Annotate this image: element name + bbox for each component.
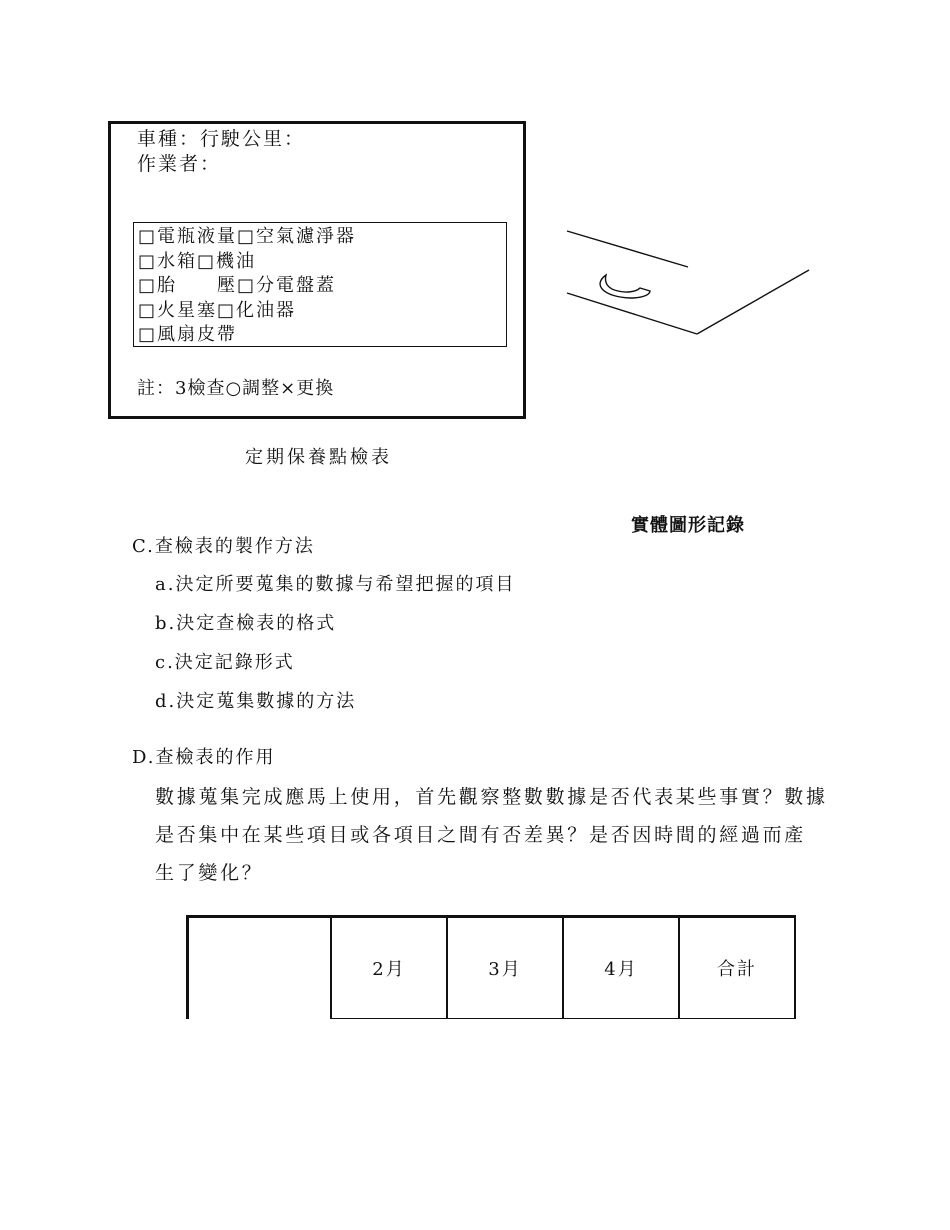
panel-front-edge xyxy=(567,293,697,334)
section-c-item: d.決定蒐集數據的方法 xyxy=(155,691,357,712)
table-left-border xyxy=(186,915,189,1019)
section-d-heading: D.查檢表的作用 xyxy=(132,747,276,768)
section-c-item: b.決定查檢表的格式 xyxy=(155,613,337,634)
figure-caption: 實體圖形記錄 xyxy=(631,515,745,536)
panel-drawing xyxy=(560,225,820,340)
checklist-item: □胎 壓□分電盤蓋 xyxy=(138,275,337,296)
table-header-cell: 2月 xyxy=(372,959,406,980)
section-c-item: c.決定記錄形式 xyxy=(155,652,295,673)
checklist-item: □火星塞□化油器 xyxy=(138,299,297,321)
checklist-item: □水箱□機油 xyxy=(138,250,257,272)
month-table xyxy=(186,915,796,1019)
legend-note: 註：3檢查○調整×更換 xyxy=(137,378,335,399)
checklist-items-box xyxy=(133,222,507,347)
handle-slot-shape xyxy=(600,275,650,298)
checklist-item: □風扇皮帶 xyxy=(138,324,238,345)
paragraph-line: 是否集中在某些項目或各項目之間有否差異？是否因時間的經過而產 xyxy=(155,824,807,846)
table-header-cell: 3月 xyxy=(488,959,522,980)
paragraph-line: 數據蒐集完成應馬上使用，首先觀察整數數據是否代表某些事實？數據 xyxy=(155,786,828,808)
table-header-cell: 4月 xyxy=(604,959,638,980)
form-caption: 定期保養點檢表 xyxy=(245,447,392,468)
car-mileage-line: 車種：行駛公里： xyxy=(137,128,306,150)
section-c-item: a.決定所要蒐集的數據与希望把握的項目 xyxy=(155,574,516,595)
section-c-heading: C.查檢表的製作方法 xyxy=(132,536,315,557)
checklist-item: □電瓶液量□空氣濾淨器 xyxy=(138,226,357,247)
table-top-border xyxy=(186,915,796,918)
checklist-form xyxy=(108,121,526,419)
table-header-cell: 合計 xyxy=(717,959,757,980)
panel-top-edge xyxy=(567,231,688,267)
panel-right-edge xyxy=(697,270,809,334)
operator-line: 作業者： xyxy=(137,153,222,175)
paragraph-line: 生了變化？ xyxy=(155,862,264,884)
